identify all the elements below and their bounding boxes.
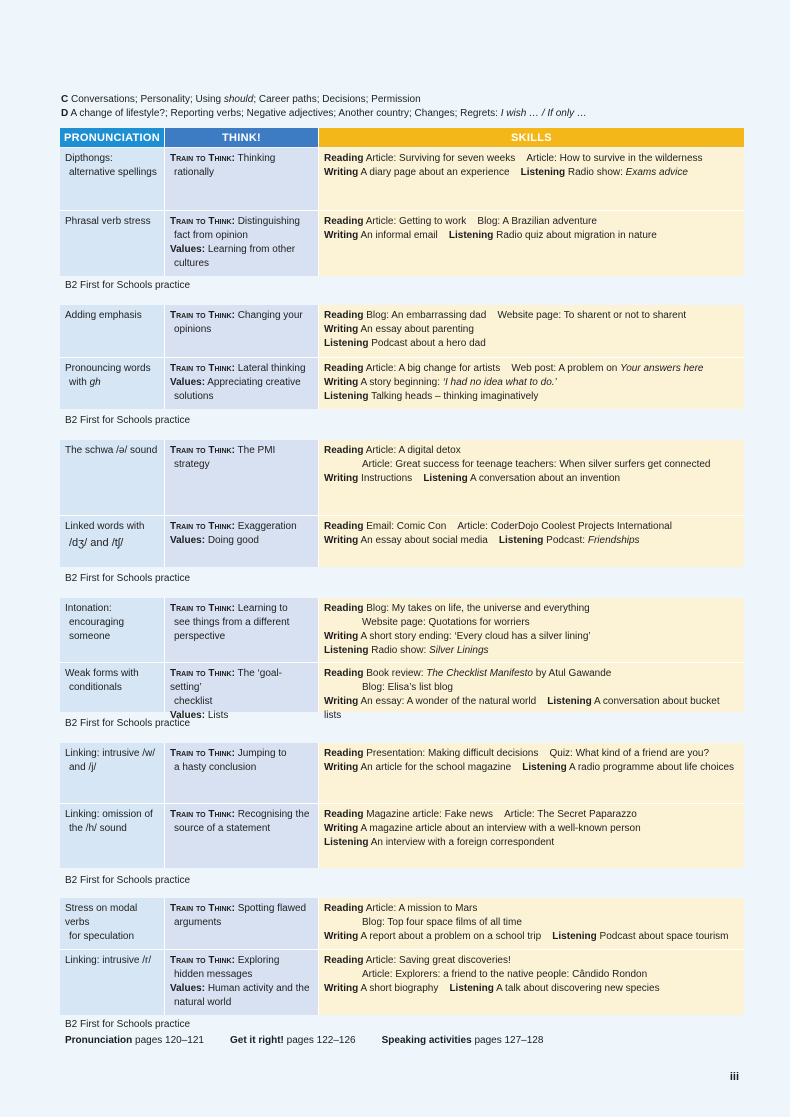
skills-cell: Reading Article: Saving great discoveries! Article: Explorers: a friend to the native people: Cândido Rondon Writing A short biography Listening A talk about discovering new species xyxy=(319,949,744,1015)
think-cell: Train to Think: Exploring hidden messages Values: Human activity and the natural world xyxy=(165,949,319,1015)
skills-cell: Reading Article: A big change for artists Web post: A problem on Your answers here Writing A story beginning: ‘I had no idea what to do.’ Listening Talking heads – thinking imaginatively xyxy=(319,357,744,409)
think-cell: Train to Think: Jumping to a hasty conclusion xyxy=(165,743,319,803)
think-cell: Train to Think: Exaggeration Values: Doing good xyxy=(165,515,319,567)
unit-intro xyxy=(61,93,761,121)
page-references: Pronunciation pages 120–121 Get it right! pages 122–126 Speaking activities pages 127–128 xyxy=(65,1035,544,1046)
practice-label: B2 First for Schools practice xyxy=(65,280,191,291)
think-cell: Train to Think: The ‘goal-setting’ checklist Values: Lists xyxy=(165,662,319,712)
unit-block-5 xyxy=(60,743,744,868)
think-cell: Train to Think: Lateral thinking Values: Appreciating creative solutions xyxy=(165,357,319,409)
table-header xyxy=(60,128,744,147)
pronunciation-cell: Stress on modal verbs for speculation xyxy=(60,898,165,949)
intro-line-d: D A change of lifestyle?; Reporting verbs; Negative adjectives; Another country; Changes; Regrets: I wish … / If only … xyxy=(61,108,587,119)
unit-block-2 xyxy=(60,305,744,409)
pronunciation-cell: Linking: intrusive /w/ and /j/ xyxy=(60,743,165,803)
pronunciation-cell: Dipthongs: alternative spellings xyxy=(60,148,165,210)
think-cell: Train to Think: Changing your opinions xyxy=(165,305,319,357)
header-pronunciation: PRONUNCIATION xyxy=(60,128,165,147)
pronunciation-cell: Phrasal verb stress xyxy=(60,210,165,276)
think-cell: Train to Think: Learning to see things from a different perspective xyxy=(165,598,319,662)
pronunciation-cell: The schwa /ə/ sound xyxy=(60,440,165,515)
skills-cell: Reading Blog: My takes on life, the universe and everything Website page: Quotations for worriers Writing A short story ending: ‘Every cloud has a silver lining’ Listening Radio show: Silver Linings xyxy=(319,598,744,662)
pronunciation-cell: Intonation: encouraging someone xyxy=(60,598,165,662)
intro-line-c: C Conversations; Personality; Using should; Career paths; Decisions; Permission xyxy=(61,94,421,105)
practice-label: B2 First for Schools practice xyxy=(65,415,191,426)
think-cell: Train to Think: The PMI strategy xyxy=(165,440,319,515)
page-number: iii xyxy=(729,1071,739,1083)
practice-label: B2 First for Schools practice xyxy=(65,1019,191,1030)
pronunciation-cell: Pronouncing words with gh xyxy=(60,357,165,409)
skills-cell: Reading Book review: The Checklist Manifesto by Atul Gawande Blog: Elisa’s list blog Writing An essay: A wonder of the natural world Listening A conversation about bucket lists xyxy=(319,662,744,712)
unit-block-6 xyxy=(60,898,744,1015)
pronunciation-cell: Linking: intrusive /r/ xyxy=(60,949,165,1015)
skills-cell: Reading Presentation: Making difficult decisions Quiz: What kind of a friend are you? Writing An article for the school magazine Listening A radio programme about life choices xyxy=(319,743,744,803)
pronunciation-cell: Linked words with /dʒ/ and /tʃ/ xyxy=(60,515,165,567)
skills-cell: Reading Blog: An embarrassing dad Website page: To sharent or not to sharent Writing An essay about parenting Listening Podcast about a hero dad xyxy=(319,305,744,357)
unit-block-4 xyxy=(60,598,744,721)
skills-cell: Reading Article: A digital detox Article: Great success for teenage teachers: When silver surfers get connected Writing Instructions Listening A conversation about an invention xyxy=(319,440,744,515)
think-cell: Train to Think: Spotting flawed arguments xyxy=(165,898,319,949)
pronunciation-cell: Adding emphasis xyxy=(60,305,165,357)
pronunciation-cell: Linking: omission of the /h/ sound xyxy=(60,803,165,868)
practice-label: B2 First for Schools practice xyxy=(65,573,191,584)
skills-cell: Reading Magazine article: Fake news Article: The Secret Paparazzo Writing A magazine article about an interview with a well-known person Listening An interview with a foreign correspondent xyxy=(319,803,744,868)
header-think: THINK! xyxy=(165,128,319,147)
think-cell: Train to Think: Distinguishing fact from opinion Values: Learning from other cultures xyxy=(165,210,319,276)
skills-cell: Reading Article: Getting to work Blog: A Brazilian adventure Writing An informal email Listening Radio quiz about migration in nature xyxy=(319,210,744,276)
practice-label: B2 First for Schools practice xyxy=(65,718,191,729)
think-cell: Train to Think: Thinking rationally xyxy=(165,148,319,210)
think-cell: Train to Think: Recognising the source of a statement xyxy=(165,803,319,868)
skills-cell: Reading Email: Comic Con Article: CoderDojo Coolest Projects International Writing An essay about social media Listening Podcast: Friendships xyxy=(319,515,744,567)
skills-cell: Reading Article: Surviving for seven weeks Article: How to survive in the wilderness Writing A diary page about an experience Listening Radio show: Exams advice xyxy=(319,148,744,210)
skills-cell: Reading Article: A mission to Mars Blog: Top four space films of all time Writing A report about a problem on a school trip Listening Podcast about space tourism xyxy=(319,898,744,949)
practice-label: B2 First for Schools practice xyxy=(65,875,191,886)
header-skills: SKILLS xyxy=(319,128,744,147)
pronunciation-cell: Weak forms with conditionals xyxy=(60,662,165,712)
unit-block-3 xyxy=(60,440,744,567)
unit-block-1 xyxy=(60,148,744,276)
